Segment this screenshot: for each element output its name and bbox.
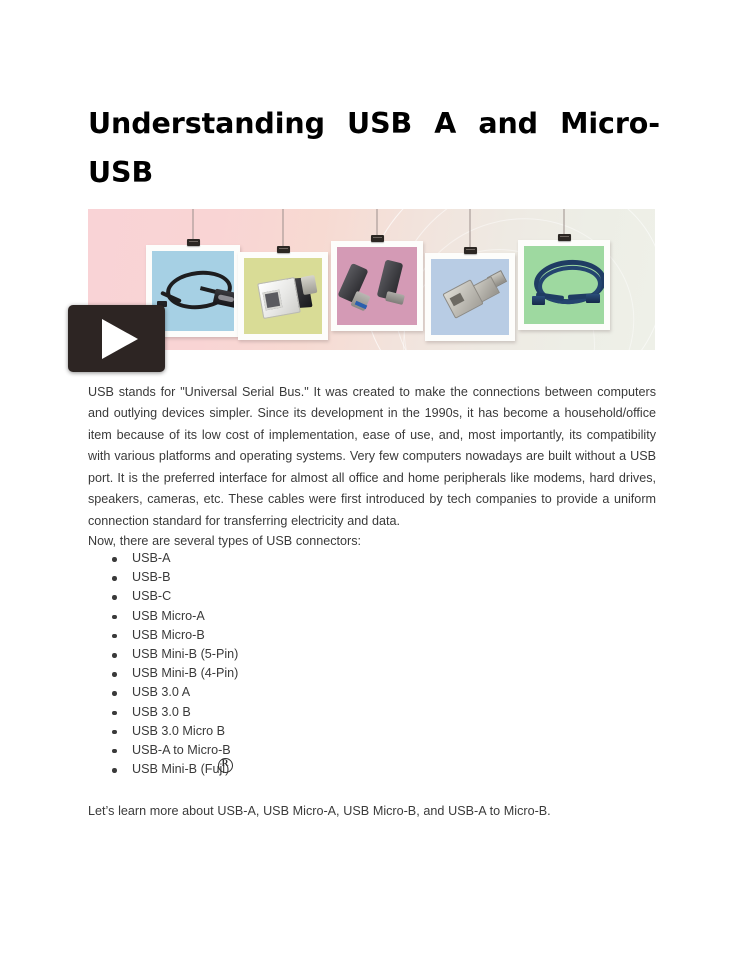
list-item: USB Mini-B (Fuji)	[110, 760, 238, 779]
usb3-micro-b-plug-icon	[385, 291, 405, 305]
usb-keystone-jack-icon	[263, 290, 283, 311]
photo-frame-coiled-usb-cable	[518, 240, 610, 330]
hero-banner-image	[88, 209, 655, 350]
video-play-button[interactable]	[68, 305, 165, 372]
list-item: USB Micro-B	[110, 626, 238, 645]
connector-types-list	[110, 549, 238, 779]
page-title-line-1: Understanding USB A and Micro-USB	[88, 107, 660, 190]
photo-frame-usb-keystone-jack	[238, 252, 328, 340]
frame-clip-icon	[277, 246, 290, 253]
frame-clip-icon	[558, 234, 571, 241]
frame-clip-icon	[187, 239, 200, 246]
closing-paragraph: Let’s learn more about USB-A, USB Micro-A, USB Micro-B, and USB-A to Micro-B.	[88, 803, 551, 818]
play-triangle-icon	[102, 319, 138, 359]
list-item: USB 3.0 A	[110, 683, 238, 702]
usb-plug-icon	[532, 296, 545, 305]
list-item: USB-B	[110, 568, 238, 587]
frame-clip-icon	[464, 247, 477, 254]
usb-plug-icon	[586, 294, 600, 303]
list-item: USB Mini-B (5-Pin)	[110, 645, 238, 664]
frame-clip-icon	[371, 235, 384, 242]
frame-mat	[337, 247, 417, 325]
list-item: USB-A to Micro-B	[110, 741, 238, 760]
list-item: USB 3.0 B	[110, 703, 238, 722]
list-item: USB-A	[110, 549, 238, 568]
list-item: USB 3.0 Micro B	[110, 722, 238, 741]
photo-frame-usb-b-plug	[425, 253, 515, 341]
intro-paragraph: USB stands for "Universal Serial Bus." It was created to make the connections between computers and outlying devices simpler. Since its development in the 1990s, it has become a household/office item because of its low cost of implementation, ease of use, and, most importantly, its compatibility with various platforms and operating systems. Very few computers nowadays are built without a USB port. It is the preferred interface for almost all office and home peripherals like modems, hard drives, speakers, cameras, etc. These cables were first introduced by tech companies to provide a uniform connection standard for transferring electricity and data.	[88, 384, 656, 528]
frame-mat	[524, 246, 604, 324]
list-item: USB-C	[110, 587, 238, 606]
frame-mat	[244, 258, 322, 334]
photo-frame-usb3-plugs	[331, 241, 423, 331]
db9-connector-icon	[213, 289, 234, 309]
list-item: USB Mini-B (4-Pin)	[110, 664, 238, 683]
list-item: USB Micro-A	[110, 607, 238, 626]
mouse-cursor-artifact	[218, 758, 233, 773]
usb-keystone-jack-icon	[301, 275, 318, 295]
frame-mat	[431, 259, 509, 335]
connector-types-lead-in: Now, there are several types of USB connectors:	[88, 533, 361, 548]
